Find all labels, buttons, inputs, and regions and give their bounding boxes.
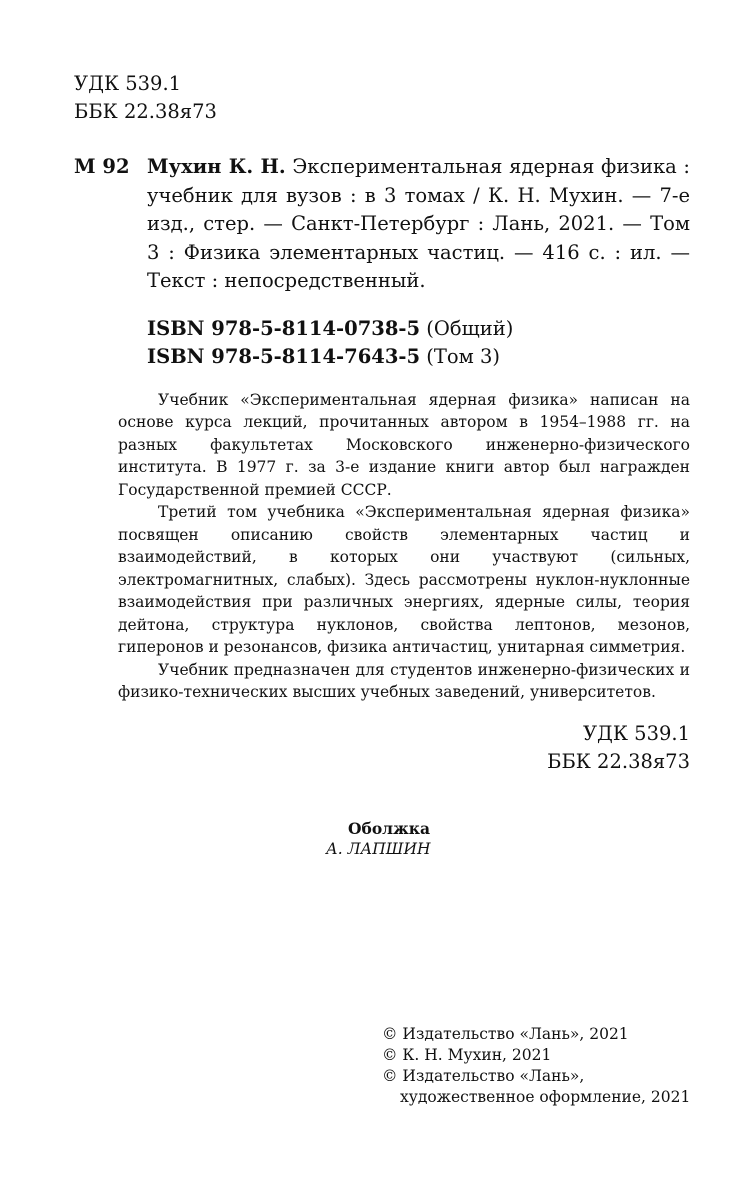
cover-artist: А. ЛАПШИН (326, 840, 431, 858)
isbn-number: ISBN 978-5-8114-0738-5 (147, 316, 421, 340)
description-text: Экспериментальная ядерная физика : учебник для вузов : в 3 томах / К. Н. Мухин. — 7-е изд., стер. — Санкт-Петербург : Лань, 2021. — Том 3 : Физика элементарных частиц. — 416 с. : ил. — Текст : непосредственный. (147, 155, 691, 292)
annotation-paragraph: Учебник предназначен для студентов инженерно-физических и физико-технических высших учебных заведений, университетов. (118, 660, 690, 701)
author-sign: М 92 (74, 155, 130, 178)
isbn-note: (Общий) (426, 316, 514, 340)
copyright-line: © Издательство «Лань», (382, 1067, 585, 1085)
cover-label: Оболжка (348, 819, 430, 838)
isbn-line-general (147, 315, 690, 343)
classification-header (74, 70, 690, 126)
imprint-page (74, 70, 690, 776)
isbn-number: ISBN 978-5-8114-7643-5 (147, 344, 421, 368)
bibliographic-description (147, 153, 690, 296)
bbk-code: ББК 22.38я73 (74, 100, 217, 123)
annotation-paragraph: Третий том учебника «Экспериментальная ядерная физика» посвящен описанию свойств элементарных частиц и взаимодействий, в которых они участвуют (сильных, электромагнитных, слабых). Здесь рассмотрены нуклон-нуклонные взаимодействия при различных энергиях, ядерные силы, теория дейтона, структура нуклонов, свойства лептонов, мезонов, гиперонов и резонансов, физика античастиц, унитарная симметрия. (118, 503, 690, 656)
isbn-note: (Том 3) (426, 344, 500, 368)
isbn-list (147, 315, 690, 371)
copyright-line: © К. Н. Мухин, 2021 (382, 1046, 552, 1064)
copyright-block (382, 1024, 690, 1108)
annotation-paragraph: Учебник «Экспериментальная ядерная физика» написан на основе курса лекций, прочитанных автором в 1954–1988 гг. на разных факультетах Московского инженерно-физического института. В 1977 г. за 3-е издание книги автор был награжден Государственной премией СССР. (118, 390, 690, 499)
udk-code: УДК 539.1 (582, 721, 690, 745)
isbn-line-volume (147, 343, 690, 371)
copyright-line: художественное оформление, 2021 (400, 1088, 691, 1106)
copyright-line: © Издательство «Лань», 2021 (382, 1025, 629, 1043)
classification-footer (74, 720, 690, 776)
bbk-code: ББК 22.38я73 (547, 749, 690, 773)
annotation (118, 389, 690, 704)
author-name: Мухин К. Н. (147, 155, 286, 178)
udk-code: УДК 539.1 (74, 72, 182, 95)
catalog-entry (74, 153, 690, 296)
